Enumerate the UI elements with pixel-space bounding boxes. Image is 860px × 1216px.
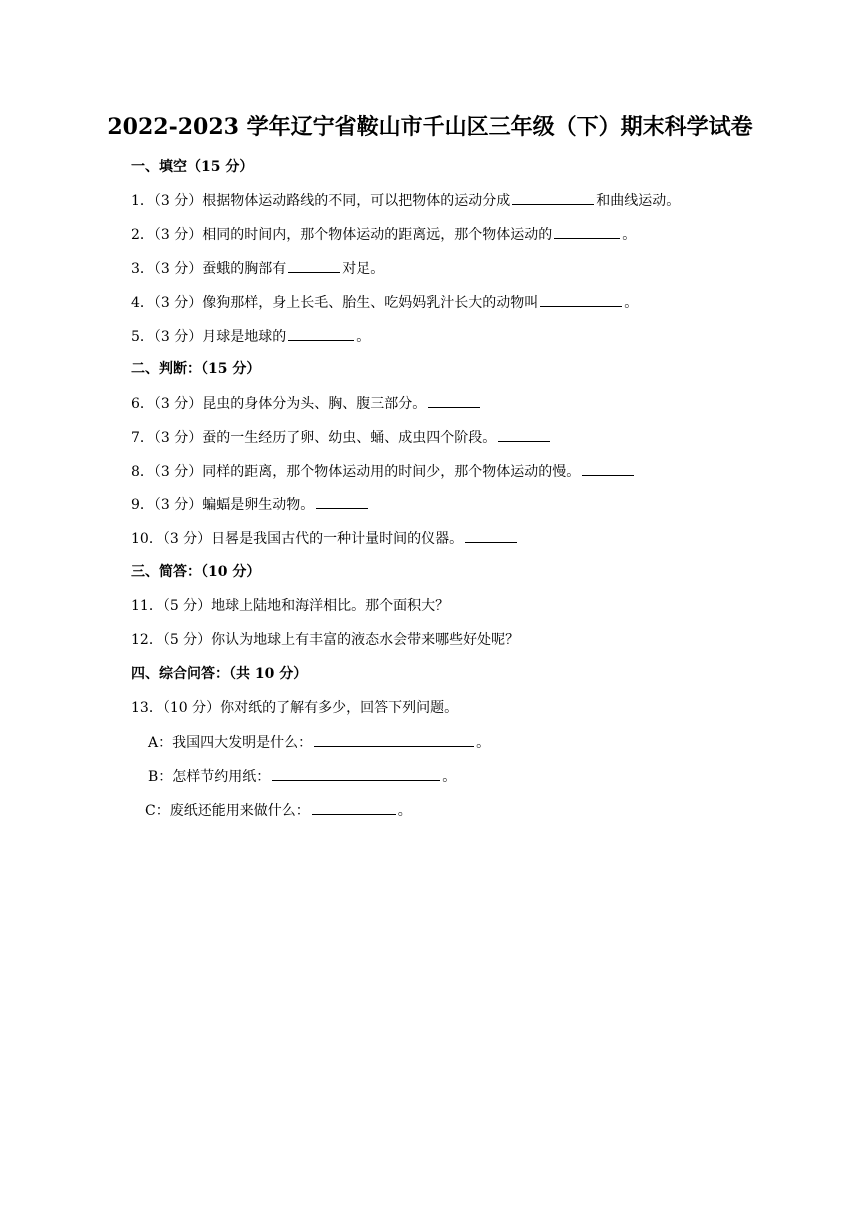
question-8-text: 8．（3 分）同样的距离，那个物体运动用的时间少，那个物体运动的慢。: [131, 464, 581, 480]
answer-blank-13-c[interactable]: [312, 800, 396, 815]
question-13-b-suffix: 。: [442, 769, 457, 785]
section-judge-heading: 二、判断：（15 分）: [131, 361, 261, 377]
question-10-text: 10．（3 分）日晷是我国古代的一种计量时间的仪器。: [131, 531, 464, 547]
question-3: [131, 258, 384, 279]
answer-blank-13-a[interactable]: [314, 732, 474, 747]
question-11: 11．（5 分）地球上陆地和海洋相比。那个面积大？: [131, 598, 450, 614]
question-13-c-suffix: 。: [397, 803, 412, 819]
question-9: [131, 494, 370, 515]
question-13-c-text: C：废纸还能用来做什么：: [145, 803, 310, 819]
answer-blank-3[interactable]: [288, 258, 340, 273]
question-5: [131, 326, 370, 347]
answer-blank-2[interactable]: [554, 224, 620, 239]
answer-blank-13-b[interactable]: [272, 766, 440, 781]
section-fill-heading: 一、填空（15 分）: [131, 159, 254, 175]
answer-blank-6[interactable]: [428, 393, 480, 408]
question-7: [131, 427, 552, 448]
question-13-c: [145, 800, 412, 821]
question-4-suffix: 。: [624, 295, 639, 311]
question-4: [131, 292, 638, 313]
answer-blank-4[interactable]: [540, 292, 622, 307]
answer-blank-8[interactable]: [582, 461, 634, 476]
question-13-a-suffix: 。: [476, 735, 491, 751]
section-short-heading: 三、简答：（10 分）: [131, 564, 261, 580]
question-13-a-text: A：我国四大发明是什么：: [148, 735, 313, 751]
question-8: [131, 461, 636, 482]
question-2-text: 2．（3 分）相同的时间内，那个物体运动的距离远，那个物体运动的: [131, 227, 553, 243]
question-5-suffix: 。: [356, 329, 371, 345]
question-6: [131, 393, 482, 414]
question-6-text: 6．（3 分）昆虫的身体分为头、胸、腹三部分。: [131, 396, 427, 412]
question-7-text: 7．（3 分）蚕的一生经历了卵、幼虫、蛹、成虫四个阶段。: [131, 430, 497, 446]
question-1: [131, 190, 680, 211]
question-4-text: 4．（3 分）像狗那样，身上长毛、胎生、吃妈妈乳汁长大的动物叫: [131, 295, 539, 311]
question-13: 13．（10 分）你对纸的了解有多少，回答下列问题。: [131, 700, 459, 716]
question-2: [131, 224, 636, 245]
question-3-text: 3．（3 分）蚕蛾的胸部有: [131, 261, 287, 277]
question-13-b-text: B：怎样节约用纸：: [148, 769, 271, 785]
answer-blank-1[interactable]: [512, 190, 594, 205]
question-13-a: [148, 732, 490, 753]
question-1-suffix: 和曲线运动。: [596, 193, 681, 209]
question-3-suffix: 对足。: [342, 261, 385, 277]
question-1-text: 1．（3 分）根据物体运动路线的不同，可以把物体的运动分成: [131, 193, 511, 209]
question-9-text: 9．（3 分）蝙蝠是卵生动物。: [131, 497, 315, 513]
question-5-text: 5．（3 分）月球是地球的: [131, 329, 287, 345]
question-12: 12．（5 分）你认为地球上有丰富的液态水会带来哪些好处呢？: [131, 632, 520, 648]
exam-title: 2022-2023 学年辽宁省鞍山市千山区三年级（下）期末科学试卷: [107, 114, 753, 140]
answer-blank-10[interactable]: [465, 528, 517, 543]
section-comprehensive-heading: 四、综合问答：（共 10 分）: [131, 666, 308, 682]
question-2-suffix: 。: [622, 227, 637, 243]
question-10: [131, 528, 519, 549]
answer-blank-9[interactable]: [316, 494, 368, 509]
answer-blank-7[interactable]: [498, 427, 550, 442]
answer-blank-5[interactable]: [288, 326, 354, 341]
question-13-b: [148, 766, 456, 787]
